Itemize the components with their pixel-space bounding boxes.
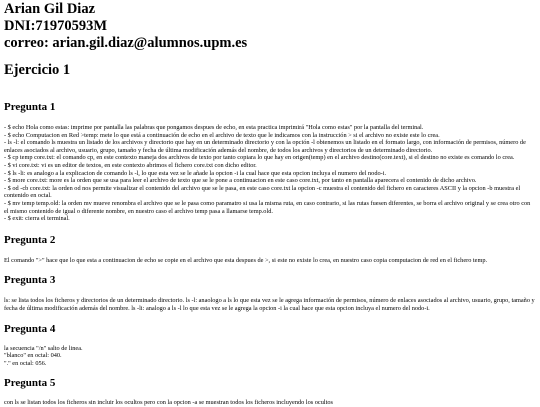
exercise-title: Ejercicio 1 xyxy=(4,62,71,78)
question-5-title: Pregunta 5 xyxy=(4,377,56,390)
question-2-title: Pregunta 2 xyxy=(4,233,56,246)
question-3-body: ls: se lista todos los ficheros y directorios de un determinado directorio. ls -l: anaologo a ls lo que esta vez se le agrega información de permisos, número de enlaces asociados al archivo, usuario, grupo, tamaño y fecha de última modificación además del nombre. ls -li: analogo a ls -l lo que esta vez se le agrega la opcion -i la cual hace que esta opcion incluya el numero del nodo-i. xyxy=(4,297,535,312)
question-4-title: Pregunta 4 xyxy=(4,322,56,335)
author-email: correo: arian.gil.diaz@alumnos.upm.es xyxy=(4,35,248,51)
question-1-title: Pregunta 1 xyxy=(4,101,56,113)
question-5-body: con ls se listan todos los ficheros sin incluir los ocultos pero con la opcion -a se muestran todos los ficheros incluyendo los ocultos xyxy=(4,399,333,407)
document-page xyxy=(0,1,540,407)
author-name: Arian Gil Diaz xyxy=(4,1,96,17)
question-4-body: la secuencia "/n" salto de linea. "blanco" en octal: 040. "." en octal: 056. xyxy=(4,344,83,367)
question-3-title: Pregunta 3 xyxy=(4,274,56,287)
question-2-body: El comando ">" hace que lo que esta a continuacion de echo se copie en el archivo que esta despues de >, si este no existe lo crea, en nuestro caso copia computacion de red en el fichero temp. xyxy=(4,256,488,264)
question-1-body: - $ echo Hola como estas: imprime por pantalla las palabras que pongamos despues de echo, en esta practica imprimirá "Hola como estas" por la pantalla del terminal. - $ echo Computacion en Red >temp: mete lo que está a continuación de echo en el archivo de texto que le indicamos con la instrucción > si el archivo no existe este lo crea. - ls -l: el comando ls muestra un listado de los archivos y directorio que hay en un determinado directorio y con la opción -l obtenemos un listado en el formato largo, con información de permisos, número de enlaces asociados al archivo, usuario, grupo, tamaño y fecha de última modificación además del nombre, de todos los archivos y directorios de un determinado directorio. - $ cp temp core.txt: el comando cp, en este contexto maneja dos archivos de texto por tanto copiara lo que hay en origen(temp) en el archivo destino(core.text), si el destino no existe es comando lo crea. - $ vi core.txt: vi es un editor de textos, en este contexto abrimos el fichero core.txt con dicho editor. - $ ls -li: es analogo a la explicacion de comando ls -l, lo que esta vez se le añade la opcion -i la cual hace que esta opcion incluya el numero del nodo-i. - $ more core.txt: more es la orden que se usa para leer el archivo de texto que se le pone a continuacion en este caso core.txt, por tanto en pantalla aparecera el contenido de dicho archivo. - $ od -cb core.txt: la orden od nos permite visualizar el contenido del archivo que se le pasa, en este caso core.txt la opcion -c muestra el contenido del fichero en caracteres ASCII y la opcion -b muestra el contenido en octal. - $ mv temp temp.old: la orden mv mueve renombra el archivo que se le pasa como paramatro si usa la misma ruta, en caso contrario, si las rutas fuesen diferentes, se borra el archivo original y se crea otro con el mismo contenido de igual o diferente nombre, en nuestro caso el archivo temp pasa a llamarse temp.old. - $ exit: cierra el terminal. xyxy=(4,124,531,223)
author-dni: DNI:71970593M xyxy=(4,18,108,34)
